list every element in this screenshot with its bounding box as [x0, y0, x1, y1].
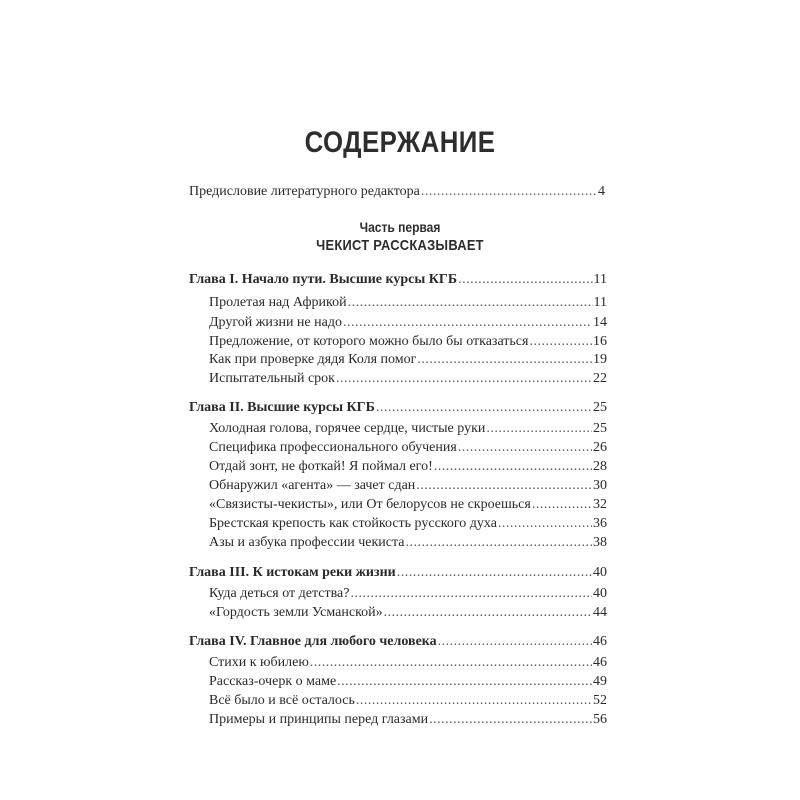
toc-entry-label: Испытательный срок	[209, 371, 335, 386]
toc-entry	[209, 420, 607, 437]
dot-leader	[458, 439, 592, 456]
dot-leader	[310, 654, 592, 671]
toc-entry	[209, 314, 607, 331]
toc-entry-label: Предисловие литературного редактора	[189, 184, 420, 199]
toc-entry-label: Куда деться от детства?	[209, 586, 350, 601]
dot-leader	[356, 692, 592, 709]
toc-entry	[209, 458, 607, 475]
toc-entry	[209, 333, 607, 350]
toc-entry-label: Предложение, от которого можно было бы отказаться	[209, 334, 529, 349]
toc-entry-page: 19	[593, 352, 607, 367]
toc-entry-page: 28	[593, 459, 607, 474]
toc-entry	[209, 496, 607, 513]
dot-leader	[458, 271, 592, 288]
toc-entry-label: Отдай зонт, не фоткай! Я поймал его!	[209, 459, 433, 474]
toc-chapter-label: Глава II. Высшие курсы КГБ	[189, 400, 375, 415]
toc-entry-label: Рассказ-очерк о маме	[209, 674, 337, 689]
toc-chapter-label: Глава III. К истокам реки жизни	[189, 565, 396, 580]
toc-entry-page: 56	[593, 712, 607, 727]
dot-leader	[376, 399, 592, 416]
toc-entry-page: 38	[593, 535, 607, 550]
toc-chapter	[189, 399, 607, 416]
toc-entry	[209, 351, 607, 368]
toc-entry	[209, 711, 607, 728]
dot-leader	[384, 604, 592, 621]
toc-entry-label: Стихи к юбилею	[209, 655, 309, 670]
toc-chapter-label: Глава I. Начало пути. Высшие курсы КГБ	[189, 272, 458, 287]
toc-chapter-page: 25	[593, 400, 607, 415]
toc-chapter	[189, 564, 607, 581]
part-number: Часть первая	[359, 219, 441, 235]
part-title: ЧЕКИСТ РАССКАЗЫВАЕТ	[316, 237, 484, 254]
toc-chapter-page: 46	[593, 634, 607, 649]
toc-entry	[209, 515, 607, 532]
toc-entry	[209, 585, 607, 602]
toc-entry-page: 52	[593, 693, 607, 708]
dot-leader	[337, 673, 592, 690]
toc-entry	[209, 604, 607, 621]
toc-entry-page: 44	[593, 605, 607, 620]
toc-chapter	[189, 633, 607, 650]
dot-leader	[343, 314, 592, 331]
toc-entry-page: 49	[593, 674, 607, 689]
toc-entry	[209, 439, 607, 456]
toc-entry-label: Обнаружил «агента» — зачет сдан	[209, 478, 416, 493]
dot-leader	[438, 633, 592, 650]
toc-entry-label: Холодная голова, горячее сердце, чистые руки	[209, 421, 486, 436]
toc-chapter-label: Глава IV. Главное для любого человека	[189, 634, 437, 649]
toc-entry-page: 4	[598, 184, 605, 199]
toc-entry-page: 46	[593, 655, 607, 670]
dot-leader	[405, 534, 592, 551]
toc-entry-label: Специфика профессионального обучения	[209, 440, 457, 455]
toc-entry-preface	[189, 183, 605, 200]
toc-entry	[209, 294, 607, 311]
dot-leader	[348, 294, 593, 311]
dot-leader	[397, 564, 592, 581]
toc-chapter-page: 11	[593, 272, 607, 287]
toc-entry	[209, 370, 607, 387]
toc-entry-page: 32	[593, 497, 607, 512]
page-title: СОДЕРЖАНИЕ	[304, 126, 496, 159]
toc-entry-label: Другой жизни не надо	[209, 315, 342, 330]
toc-entry-label: Как при проверке дядя Коля помог	[209, 352, 417, 367]
toc-entry	[209, 477, 607, 494]
toc-entry	[209, 692, 607, 709]
dot-leader	[532, 496, 592, 513]
toc-entry	[209, 534, 607, 551]
dot-leader	[529, 333, 592, 350]
toc-entry-page: 26	[593, 440, 607, 455]
toc-entry-label: Всё было и всё осталось	[209, 693, 355, 708]
toc-chapter	[189, 271, 607, 288]
toc-entry-page: 22	[593, 371, 607, 386]
toc-entry-page: 30	[593, 478, 607, 493]
toc-entry-page: 14	[593, 315, 607, 330]
toc-entry-label: Брестская крепость как стойкость русского духа	[209, 516, 497, 531]
toc-entry	[209, 654, 607, 671]
toc-entry-page: 40	[593, 586, 607, 601]
dot-leader	[336, 370, 592, 387]
toc-entry	[209, 673, 607, 690]
toc-entry-label: «Гордость земли Усманской»	[209, 605, 383, 620]
dot-leader	[429, 711, 592, 728]
toc-entry-page: 36	[593, 516, 607, 531]
dot-leader	[417, 351, 592, 368]
toc-entry-page: 25	[593, 421, 607, 436]
toc-entry-label: Пролетая над Африкой	[209, 295, 347, 310]
toc-chapter-page: 40	[593, 565, 607, 580]
toc-entry-label: Примеры и принципы перед глазами	[209, 712, 429, 727]
toc-entry-label: Азы и азбука профессии чекиста	[209, 535, 405, 550]
dot-leader	[434, 458, 592, 475]
dot-leader	[486, 420, 592, 437]
dot-leader	[350, 585, 592, 602]
dot-leader	[421, 183, 597, 200]
dot-leader	[416, 477, 592, 494]
toc-entry-page: 16	[593, 334, 607, 349]
dot-leader	[498, 515, 592, 532]
toc-entry-label: «Связисты-чекисты», или От белорусов не скроешься	[209, 497, 531, 512]
toc-entry-page: 11	[593, 295, 607, 310]
